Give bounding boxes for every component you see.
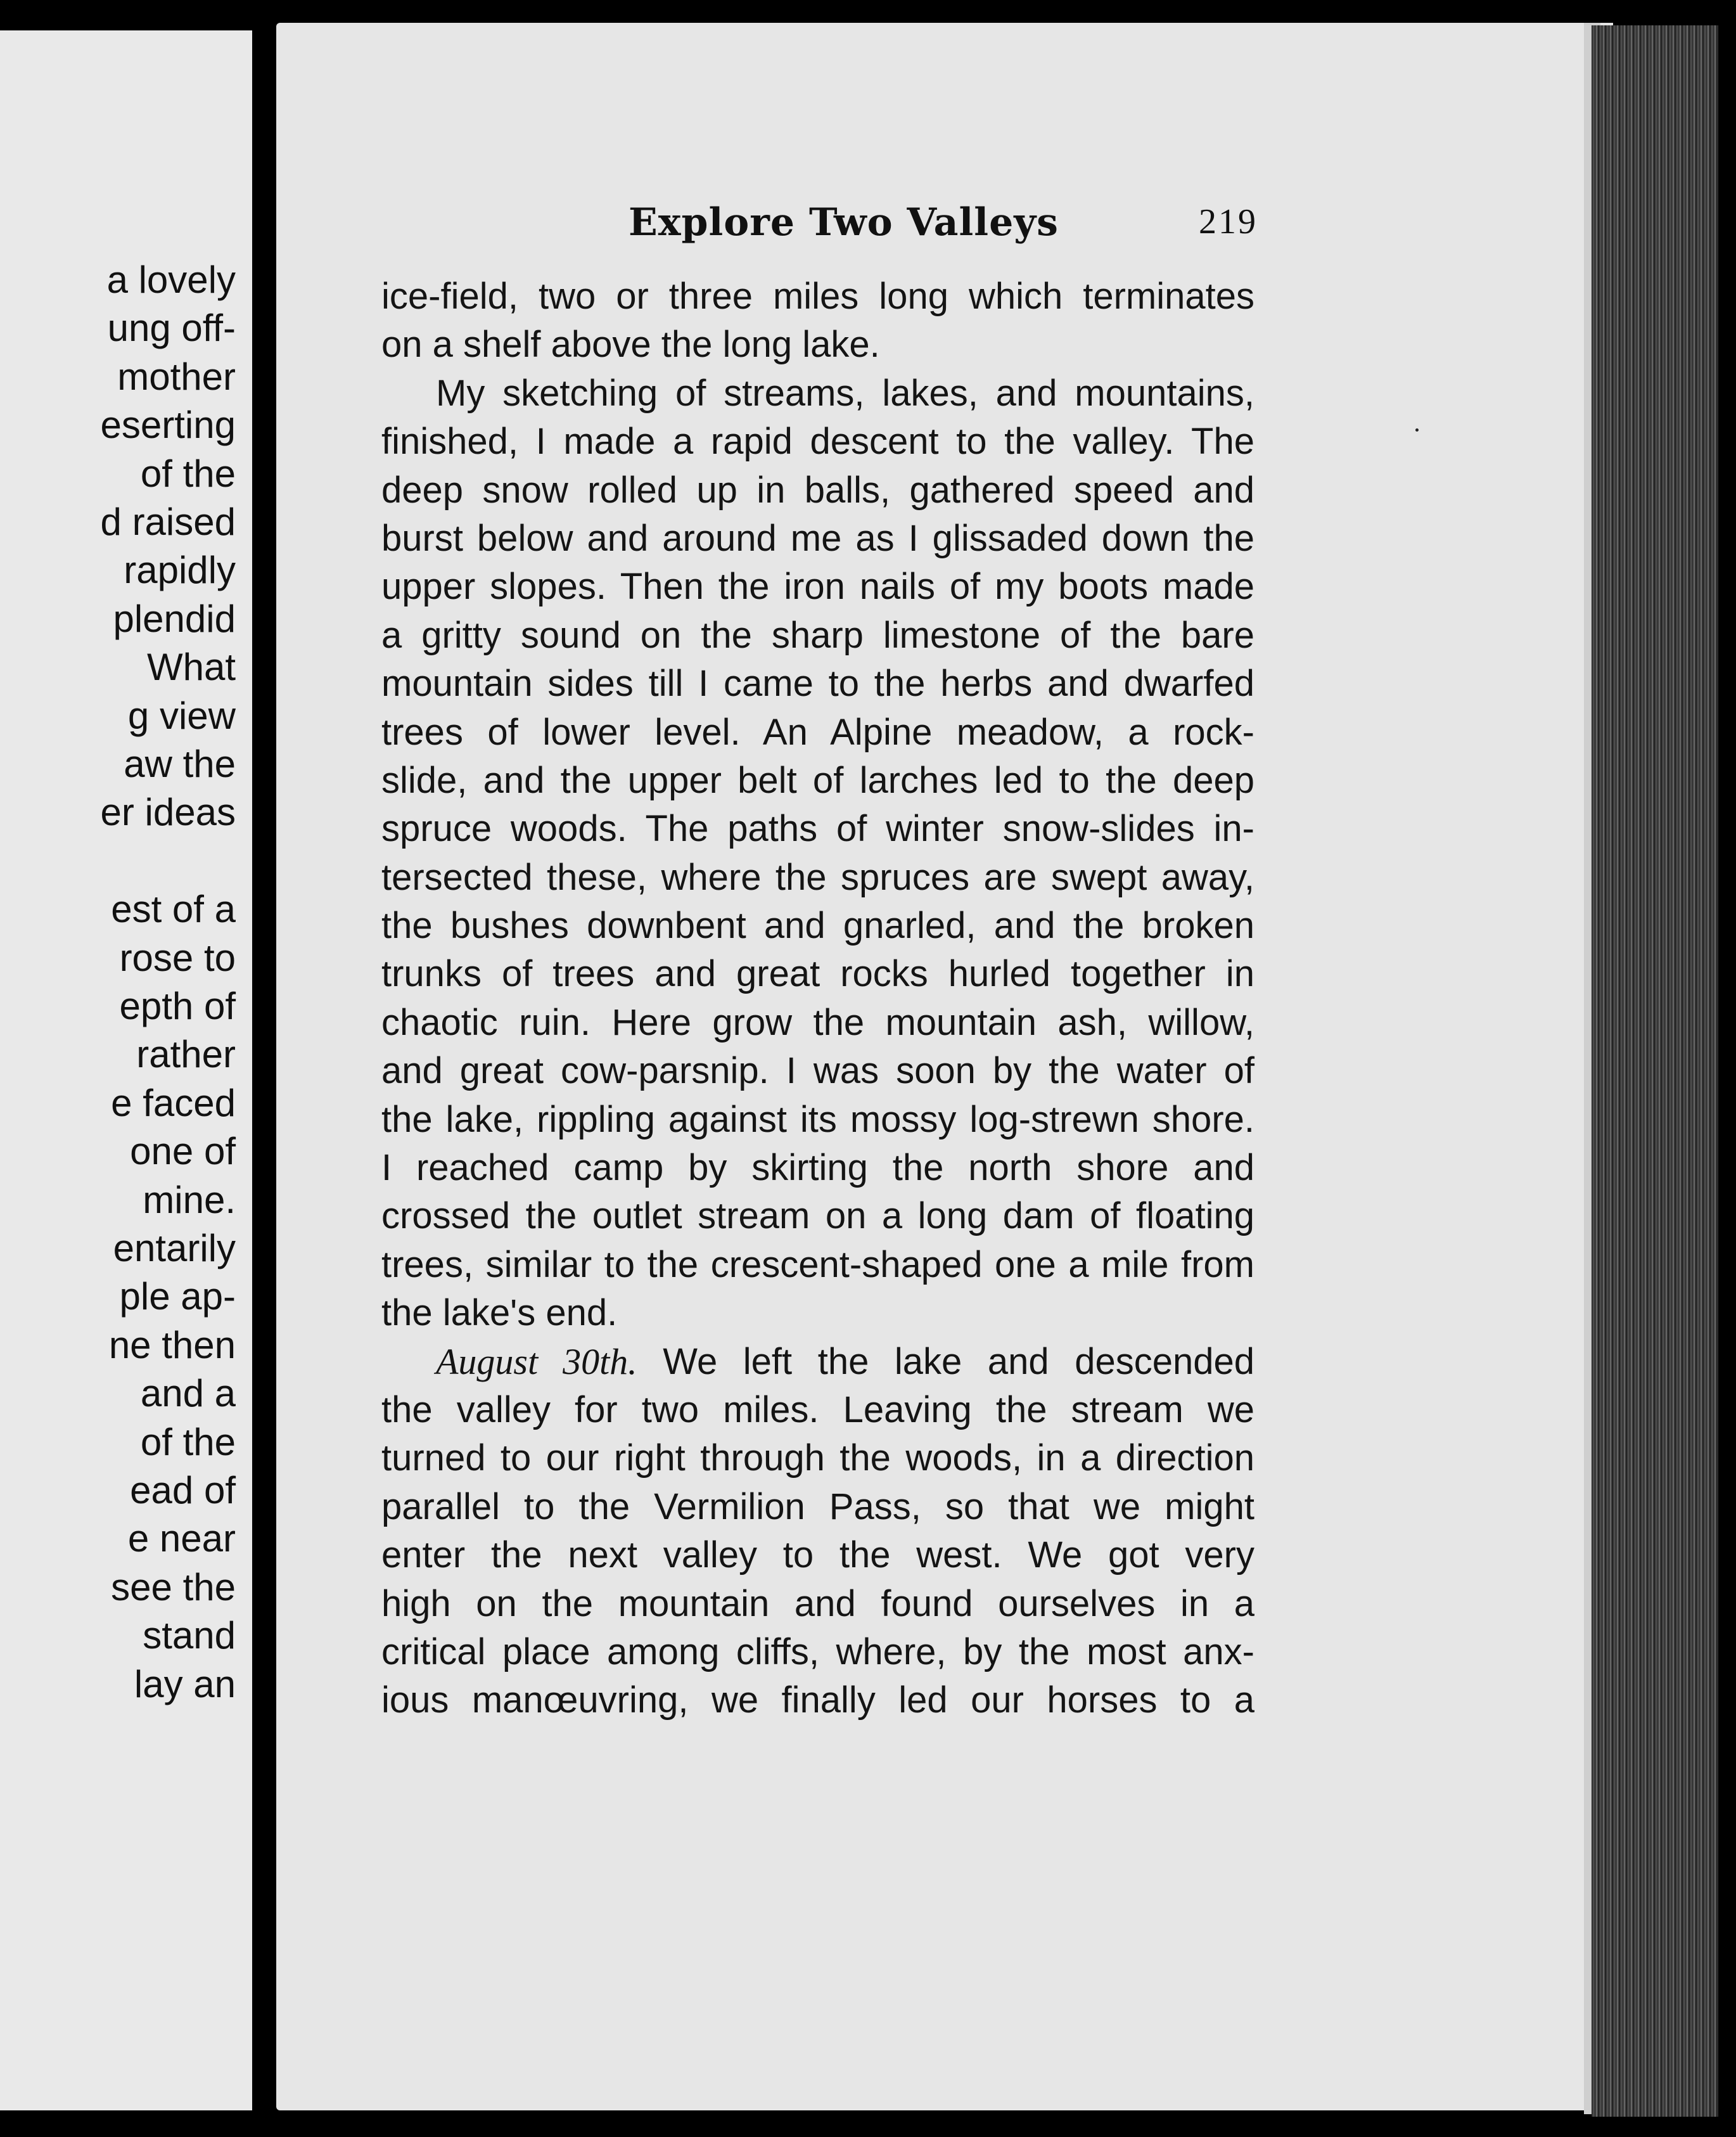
left-page-line: er ideas xyxy=(100,791,236,834)
left-page-line: mine. xyxy=(143,1178,236,1221)
body-line: trees of lower level. An Alpine meadow, a rock- xyxy=(381,711,1254,753)
body-line: I reached camp by skirting the north shore and xyxy=(381,1147,1254,1189)
left-page-line: g view xyxy=(127,694,236,737)
body-line: the lake, rippling against its mossy log-strewn shore. xyxy=(381,1098,1254,1140)
body-line: the valley for two miles. Leaving the stream we xyxy=(381,1389,1254,1430)
body-line: the lake's end. xyxy=(381,1292,618,1334)
body-line: turned to our right through the woods, in a direction xyxy=(381,1437,1254,1479)
body-line: My sketching of streams, lakes, and mountains, xyxy=(436,372,1254,414)
left-page-line: ple ap- xyxy=(119,1275,236,1318)
left-page-line: of the xyxy=(140,1420,236,1463)
body-line: upper slopes. Then the iron nails of my boots made xyxy=(381,566,1254,608)
body-line: crossed the outlet stream on a long dam of floating xyxy=(381,1195,1254,1237)
left-page-line: e near xyxy=(127,1517,236,1560)
left-page-line: est of a xyxy=(111,888,236,931)
left-page-line: one of xyxy=(130,1130,236,1173)
left-page-line: d raised xyxy=(100,501,236,543)
body-line: parallel to the Vermilion Pass, so that we might xyxy=(381,1486,1254,1527)
body-text xyxy=(381,273,1254,1725)
left-page-line: ne then xyxy=(108,1323,236,1366)
left-page-line: plendid xyxy=(113,597,236,640)
body-line: slide, and the upper belt of larches led to the deep xyxy=(381,759,1254,801)
body-line-text: We left the lake and descended xyxy=(637,1340,1254,1382)
body-line: chaotic ruin. Here grow the mountain ash, willow, xyxy=(381,1001,1254,1043)
page-stack xyxy=(1592,25,1718,2117)
body-line: mountain sides till I came to the herbs and dwarfed xyxy=(381,663,1254,705)
body-line: finished, I made a rapid descent to the valley. The xyxy=(381,421,1254,463)
left-page-line: rapidly xyxy=(124,549,236,592)
book-gutter xyxy=(252,25,276,2117)
left-page-line: rose to xyxy=(119,936,236,979)
body-line: on a shelf above the long lake. xyxy=(381,324,880,366)
left-page-line: and a xyxy=(140,1372,236,1415)
paper-fleck xyxy=(1415,428,1419,432)
left-page-line: entarily xyxy=(113,1227,236,1269)
body-line: trees, similar to the crescent-shaped one a mile from xyxy=(381,1243,1254,1285)
body-line: a gritty sound on the sharp limestone of the bare xyxy=(381,614,1254,656)
left-page-line: a lovely xyxy=(106,259,236,301)
left-page-line: ung off- xyxy=(107,307,236,350)
body-line: ious manœuvring, we finally led our horses to a xyxy=(381,1679,1254,1721)
left-page-line: mother xyxy=(117,355,236,398)
left-page-line: of the xyxy=(140,452,236,495)
left-page-line: What xyxy=(146,646,236,689)
date-heading: August 30th. xyxy=(436,1340,637,1382)
body-line: enter the next valley to the west. We got very xyxy=(381,1534,1254,1576)
left-page-line: rather xyxy=(136,1033,236,1076)
body-line xyxy=(381,1338,1254,1386)
body-line: tersected these, where the spruces are swept away, xyxy=(381,856,1254,898)
left-page-line: ead of xyxy=(130,1469,236,1511)
left-page-line: e faced xyxy=(111,1081,236,1124)
page-number: 219 xyxy=(1199,202,1258,241)
body-line: deep snow rolled up in balls, gathered speed and xyxy=(381,469,1254,511)
body-line: and great cow-parsnip. I was soon by the water of xyxy=(381,1050,1254,1092)
body-line: spruce woods. The paths of winter snow-slides in- xyxy=(381,808,1254,850)
left-page-line: aw the xyxy=(124,743,236,785)
left-page-line: see the xyxy=(111,1565,236,1608)
left-page-line: stand xyxy=(143,1614,236,1657)
body-line: critical place among cliffs, where, by the most anx- xyxy=(381,1631,1254,1672)
body-line: burst below and around me as I glissaded down the xyxy=(381,517,1254,559)
left-page-line: epth of xyxy=(119,985,236,1027)
body-line: the bushes downbent and gnarled, and the broken xyxy=(381,905,1254,947)
body-line: ice-field, two or three miles long which terminates xyxy=(381,276,1254,317)
running-header-title: Explore Two Valleys xyxy=(629,200,1059,245)
left-page-line: eserting xyxy=(100,404,236,447)
body-line: trunks of trees and great rocks hurled together in xyxy=(381,953,1254,995)
body-line: high on the mountain and found ourselves in a xyxy=(381,1582,1254,1624)
left-facing-page xyxy=(0,30,252,2110)
left-page-line: lay an xyxy=(134,1662,236,1705)
